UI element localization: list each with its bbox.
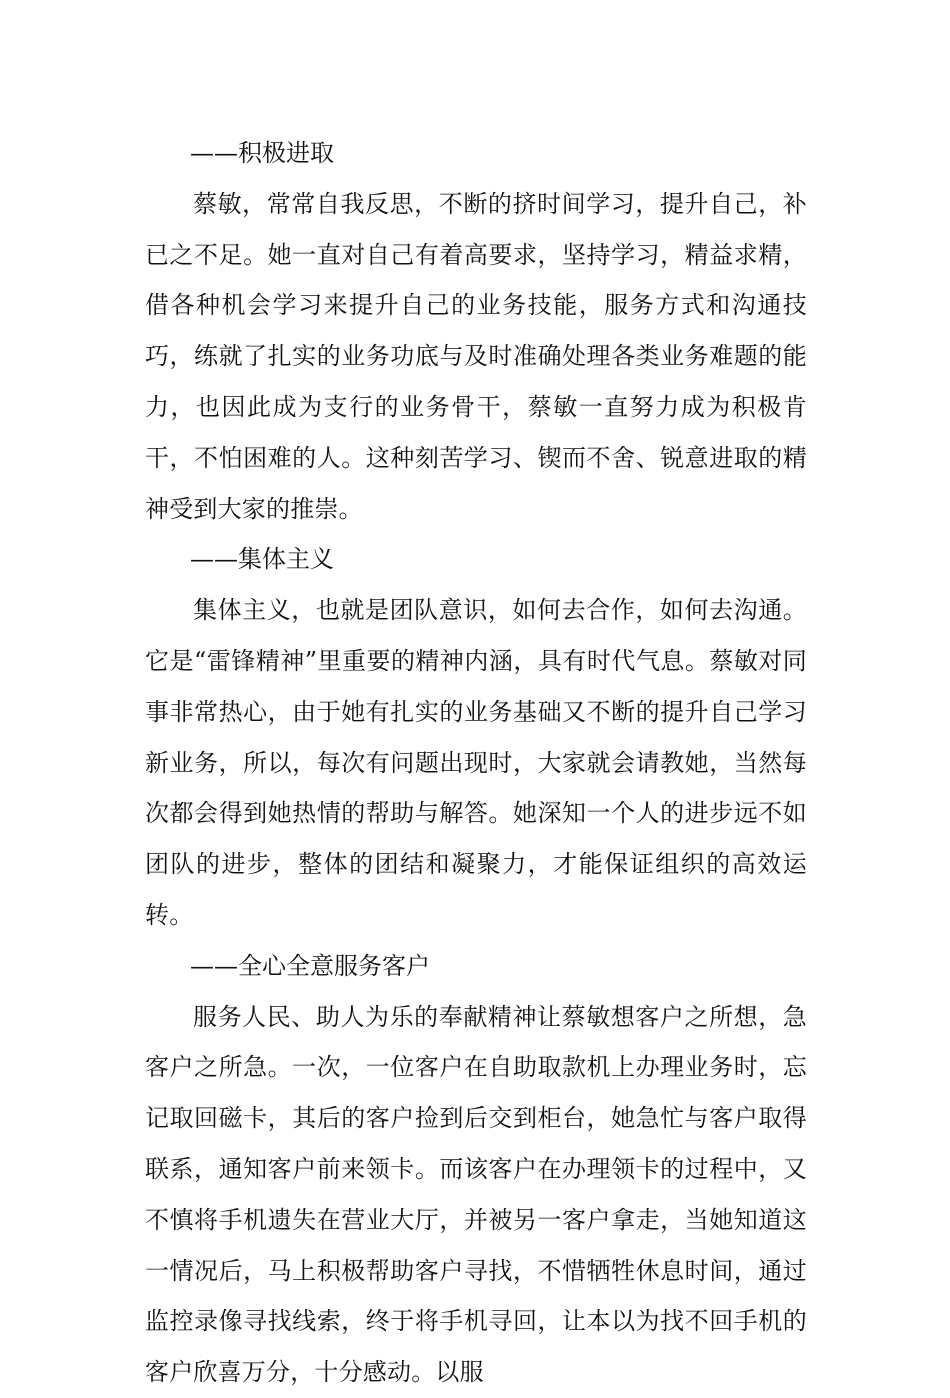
section-heading-jijijinqu: ——积极进取 [190,139,334,167]
section-heading-fuwukehu: ——全心全意服务客户 [190,951,430,980]
section-paragraph-fuwukehu: 服务人民、助人为乐的奉献精神让蔡敏想客户之所想，急客户之所急。一次，一位客户在自助取款机上办理业务时，忘记取回磁卡，其后的客户捡到后交到柜台，她急忙与客户取得联系，通知客户前来领卡。而该客户在办理领卡的过程中，又不慎将手机遗失在营业大厅，并被另一客户拿走，当她知道这一情况后，马上积极帮助客户寻找，不惜牺牲休息时间，通过监控录像寻找线索，终于将手机寻回，让本以为找不回手机的客户欣喜万分，十分感动。以服 [145,1002,807,1387]
document-body [145,128,807,1398]
section-paragraph-jitizhuyi: 集体主义，也就是团队意识，如何去合作，如何去沟通。它是“雷锋精神”里重要的精神内涵，具有时代气息。蔡敏对同事非常热心，由于她有扎实的业务基础又不断的提升自己学习新业务，所以，每次有问题出现时，大家就会请教她，当然每次都会得到她热情的帮助与解答。她深知一个人的进步远不如团队的进步，整体的团结和凝聚力，才能保证组织的高效运转。 [145,596,807,929]
section-paragraph-jijijinqu: 蔡敏，常常自我反思，不断的挤时间学习，提升自己，补已之不足。她一直对自己有着高要求，坚持学习，精益求精，借各种机会学习来提升自己的业务技能，服务方式和沟通技巧，练就了扎实的业务功底与及时准确处理各类业务难题的能力，也因此成为支行的业务骨干，蔡敏一直努力成为积极肯干，不怕困难的人。这种刻苦学习、锲而不舍、锐意进取的精神受到大家的推崇。 [145,189,807,523]
section-heading-jitizhuyi: ——集体主义 [190,545,334,574]
